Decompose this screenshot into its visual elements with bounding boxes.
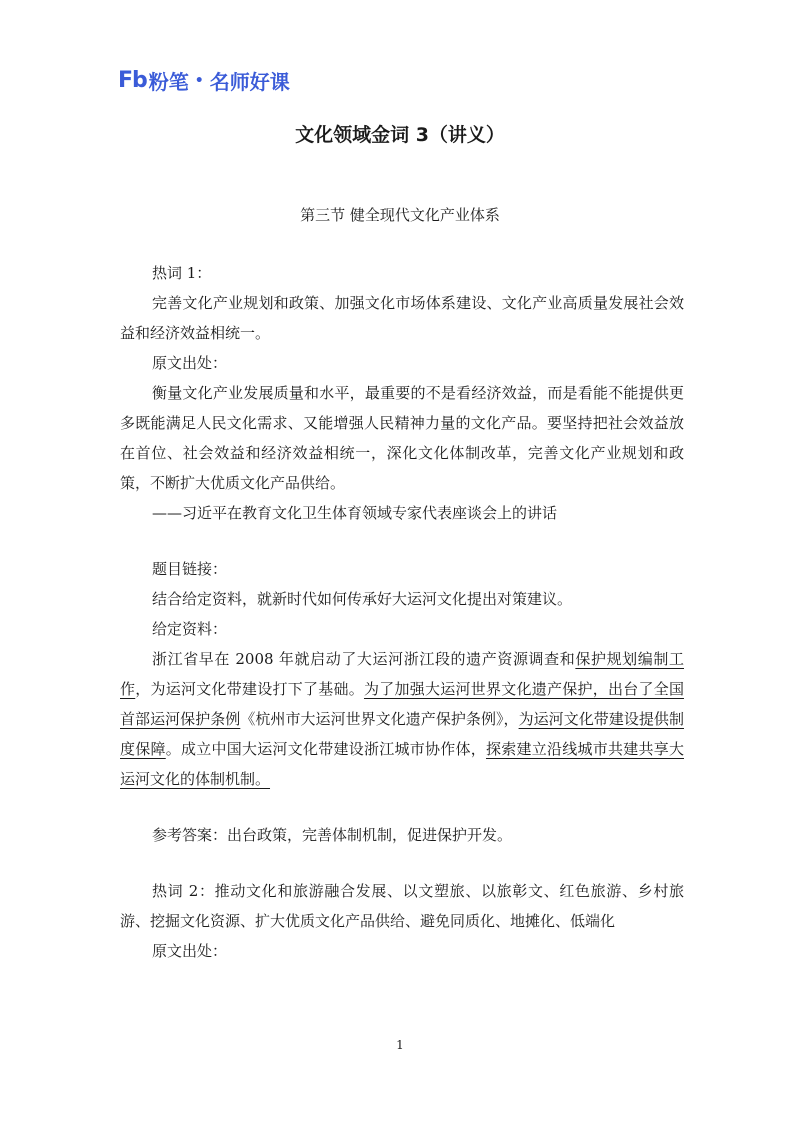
logo-dot: • [194,72,204,89]
document-title: 文化领域金词 3（讲义） [295,124,505,146]
hot-word-1-text: 完善文化产业规划和政策、加强文化市场体系建设、文化产业高质量发展社会效益和经济效益相统一。 [120,294,684,342]
source-attribution-1: ——习近平在教育文化卫生体育领域专家代表座谈会上的讲话 [152,504,558,522]
document-body [120,258,684,966]
source-text-1: 衡量文化产业发展质量和水平，最重要的不是看经济效益，而是看能不能提供更多既能满足人民文化需求、又能增强人民精神力量的文化产品。要坚持把社会效益放在首位、社会效益和经济效益相统一，深化文化体制改革，完善文化产业规划和政策，不断扩大优质文化产品供给。 [120,384,684,492]
material-underline-4: 探索建立沿线城市共建共享大运河文化的体制机制。 [120,740,684,788]
section-heading: 第三节 健全现代文化产业体系 [300,206,500,224]
material-s1: 浙江省早在 2008 年就启动了大运河浙江段的遗产资源调查和 [152,650,576,668]
hot-word-2-text: 热词 2：推动文化和旅游融合发展、以文塑旅、以旅彰文、红色旅游、乡村旅游、挖掘文化资源、扩大优质文化产品供给、避免同质化、地摊化、低端化 [120,882,684,930]
material-underline-3: 为运河文化带建设提供制度保障 [120,710,684,758]
logo-mark-icon: Fb [118,68,147,93]
material-underline-1: 保护规划编制工作 [120,650,684,698]
logo-tagline: 名师好课 [209,70,290,94]
material-label: 给定资料： [152,620,228,638]
reference-answer: 参考答案：出台政策，完善体制机制，促进保护开发。 [152,826,513,844]
question-label: 题目链接： [152,560,228,578]
brand-logo [118,66,290,95]
page-number: 1 [396,1038,404,1052]
logo-brand: 粉笔 [148,70,189,94]
source-label-2: 原文出处： [152,942,228,960]
material-s7: 。成立中国大运河文化带建设浙江城市协作体， [165,740,486,758]
material-underline-2: 为了加强大运河世界文化遗产保护，出台了全国首部运河保护条例 [120,680,684,728]
question-text: 结合给定资料，就新时代如何传承好大运河文化提出对策建议。 [152,590,573,608]
material-s3: ，为运河文化带建设打下了基础。 [135,680,364,698]
source-label-1: 原文出处： [152,354,228,372]
hot-word-1-label: 热词 1： [152,264,212,282]
material-s5: 《杭州市大运河世界文化遗产保护条例》， [240,710,519,728]
material-text [120,644,684,794]
